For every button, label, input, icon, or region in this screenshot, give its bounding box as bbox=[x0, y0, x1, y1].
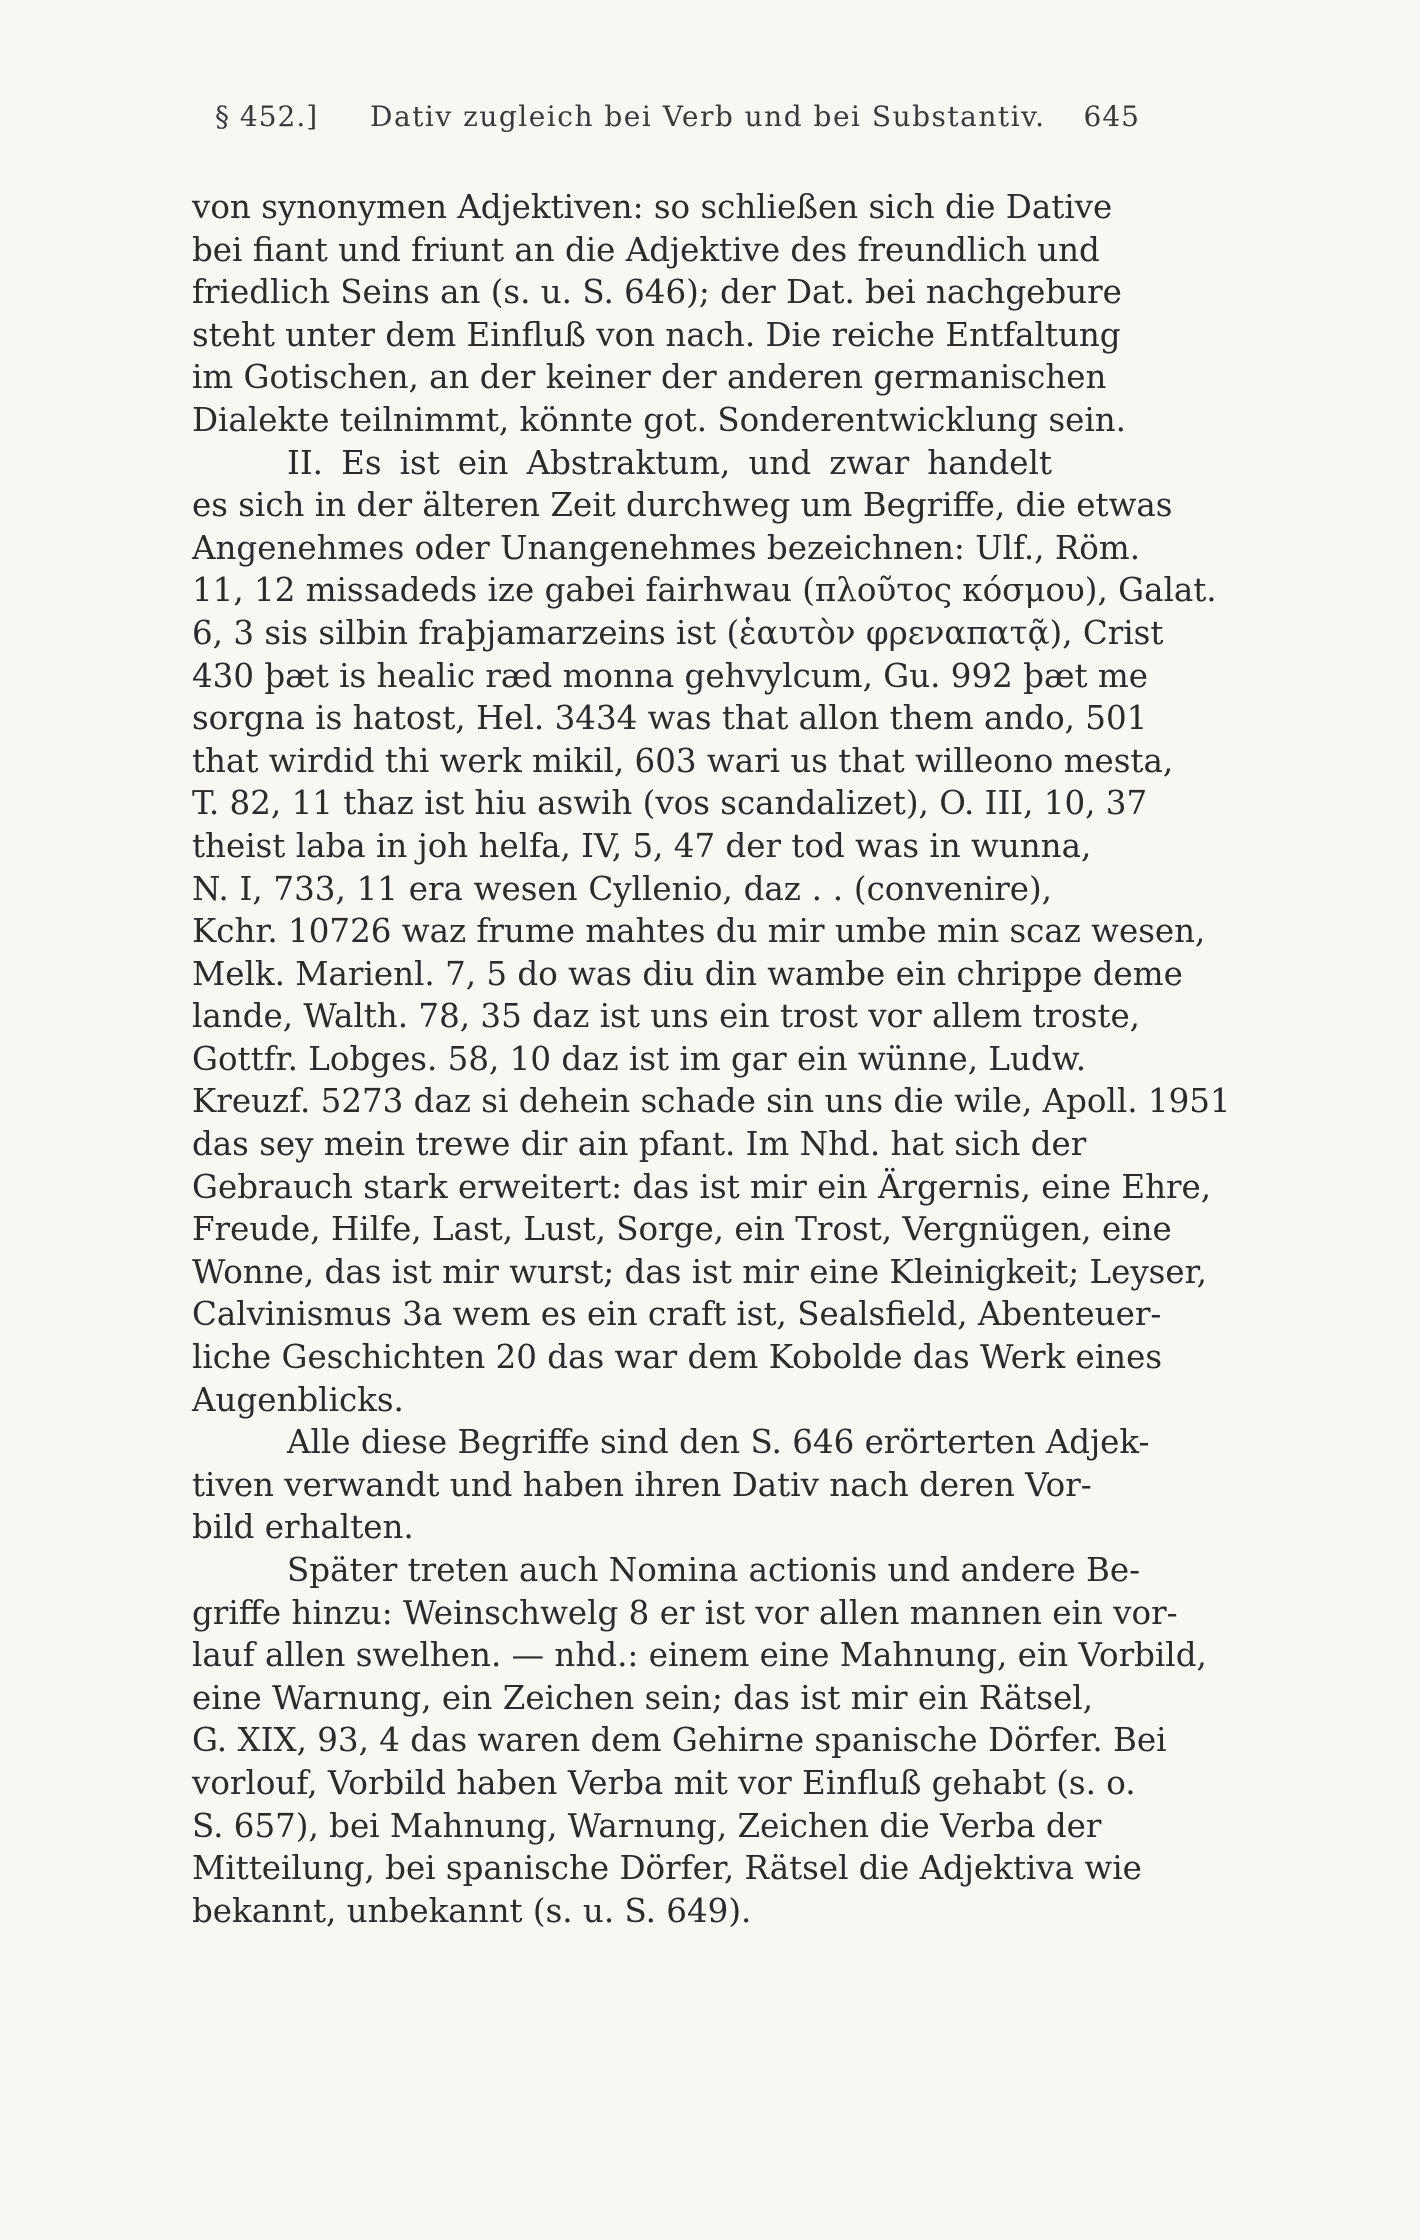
text-line: vorlouf, Vorbild haben Verba mit vor Einfluß gehabt (s. o. bbox=[192, 1763, 1136, 1802]
text-line: Calvinismus 3a wem es ein craft ist, Sealsfield, Abenteuer- bbox=[192, 1295, 1162, 1334]
body-text bbox=[192, 186, 1231, 1932]
text-line: friedlich Seins an (s. u. S. 646); der Dat. bei nachgebure bbox=[192, 273, 1122, 312]
text-line: Melk. Marienl. 7, 5 do was diu din wambe ein chrippe deme bbox=[192, 954, 1183, 993]
text-line: sorgna is hatost, Hel. 3434 was that allon them ando, 501 bbox=[192, 699, 1148, 738]
text-line: 430 þæt is healic ræd monna gehvylcum, Gu. 992 þæt me bbox=[192, 656, 1148, 695]
text-line: tiven verwandt und haben ihren Dativ nach deren Vor- bbox=[192, 1465, 1092, 1504]
text-line: im Gotischen, an der keiner der anderen germanischen bbox=[192, 358, 1107, 397]
page-number: 645 bbox=[1083, 100, 1140, 133]
text-line: Gottfr. Lobges. 58, 10 daz ist im gar ein wünne, Ludw. bbox=[192, 1039, 1087, 1078]
text-line: theist laba in joh helfa, IV, 5, 47 der tod was in wunna, bbox=[192, 826, 1092, 865]
text-line: that wirdid thi werk mikil, 603 wari us that willeono mesta, bbox=[192, 741, 1174, 780]
text-line: Angenehmes oder Unangenehmes bezeichnen: Ulf., Röm. bbox=[192, 528, 1141, 567]
text-line: Dialekte teilnimmt, könnte got. Sonderentwicklung sein. bbox=[192, 400, 1127, 439]
text-line: 11, 12 missadeds ize gabei fairhwau (πλοῦτος κόσμου), Galat. bbox=[192, 571, 1217, 610]
text-line: Gebrauch stark erweitert: das ist mir ein Ärgernis, eine Ehre, bbox=[192, 1167, 1212, 1206]
text-line: T. 82, 11 thaz ist hiu aswih (vos scandalizet), O. III, 10, 37 bbox=[192, 784, 1148, 823]
text-line: das sey mein trewe dir ain pfant. Im Nhd. hat sich der bbox=[192, 1125, 1087, 1164]
section-marker: § 452.] bbox=[215, 100, 319, 133]
text-line: N. I, 733, 11 era wesen Cyllenio, daz . . (convenire), bbox=[192, 869, 1052, 908]
text-line: Mitteilung, bei spanische Dörfer, Rätsel die Adjektiva wie bbox=[192, 1849, 1142, 1888]
text-line: Alle diese Begriffe sind den S. 646 erörterten Adjek- bbox=[287, 1423, 1150, 1462]
text-line: Kreuzf. 5273 daz si dehein schade sin uns die wile, Apoll. 1951 bbox=[192, 1082, 1231, 1121]
running-header bbox=[215, 100, 1140, 140]
text-line: Augenblicks. bbox=[192, 1380, 404, 1419]
text-line: es sich in der älteren Zeit durchweg um Begriffe, die etwas bbox=[192, 486, 1173, 525]
text-line: II. Es ist ein Abstraktum, und zwar handelt bbox=[287, 443, 1052, 482]
text-line: griffe hinzu: Weinschwelg 8 er ist vor allen mannen ein vor- bbox=[192, 1593, 1178, 1632]
text-line: eine Warnung, ein Zeichen sein; das ist mir ein Rätsel, bbox=[192, 1678, 1094, 1717]
text-line: Freude, Hilfe, Last, Lust, Sorge, ein Trost, Vergnügen, eine bbox=[192, 1210, 1172, 1249]
text-line: lande, Walth. 78, 35 daz ist uns ein trost vor allem troste, bbox=[192, 997, 1141, 1036]
text-line: Später treten auch Nomina actionis und andere Be- bbox=[287, 1551, 1141, 1589]
text-line: steht unter dem Einfluß von nach. Die reiche Entfaltung bbox=[192, 315, 1121, 354]
text-line: lauf allen swelhen. — nhd.: einem eine Mahnung, ein Vorbild, bbox=[192, 1636, 1207, 1675]
text-line: von synonymen Adjektiven: so schließen sich die Dative bbox=[192, 188, 1113, 226]
text-line: 6, 3 sis silbin fraþjamarzeins ist (ἑαυτὸν φρεναπατᾷ), Crist bbox=[192, 613, 1164, 652]
text-line: bekannt, unbekannt (s. u. S. 649). bbox=[192, 1891, 752, 1930]
running-title: Dativ zugleich bei Verb und bei Substantiv. bbox=[370, 100, 1046, 133]
text-line: bild erhalten. bbox=[192, 1508, 414, 1547]
text-line: G. XIX, 93, 4 das waren dem Gehirne spanische Dörfer. Bei bbox=[192, 1721, 1167, 1760]
text-line: S. 657), bei Mahnung, Warnung, Zeichen die Verba der bbox=[192, 1806, 1102, 1845]
text-line: liche Geschichten 20 das war dem Kobolde das Werk eines bbox=[192, 1338, 1163, 1377]
text-line: Kchr. 10726 waz frume mahtes du mir umbe min scaz wesen, bbox=[192, 912, 1206, 951]
text-line: Wonne, das ist mir wurst; das ist mir eine Kleinigkeit; Leyser, bbox=[192, 1252, 1207, 1291]
text-line: bei fiant und friunt an die Adjektive des freundlich und bbox=[192, 230, 1100, 269]
